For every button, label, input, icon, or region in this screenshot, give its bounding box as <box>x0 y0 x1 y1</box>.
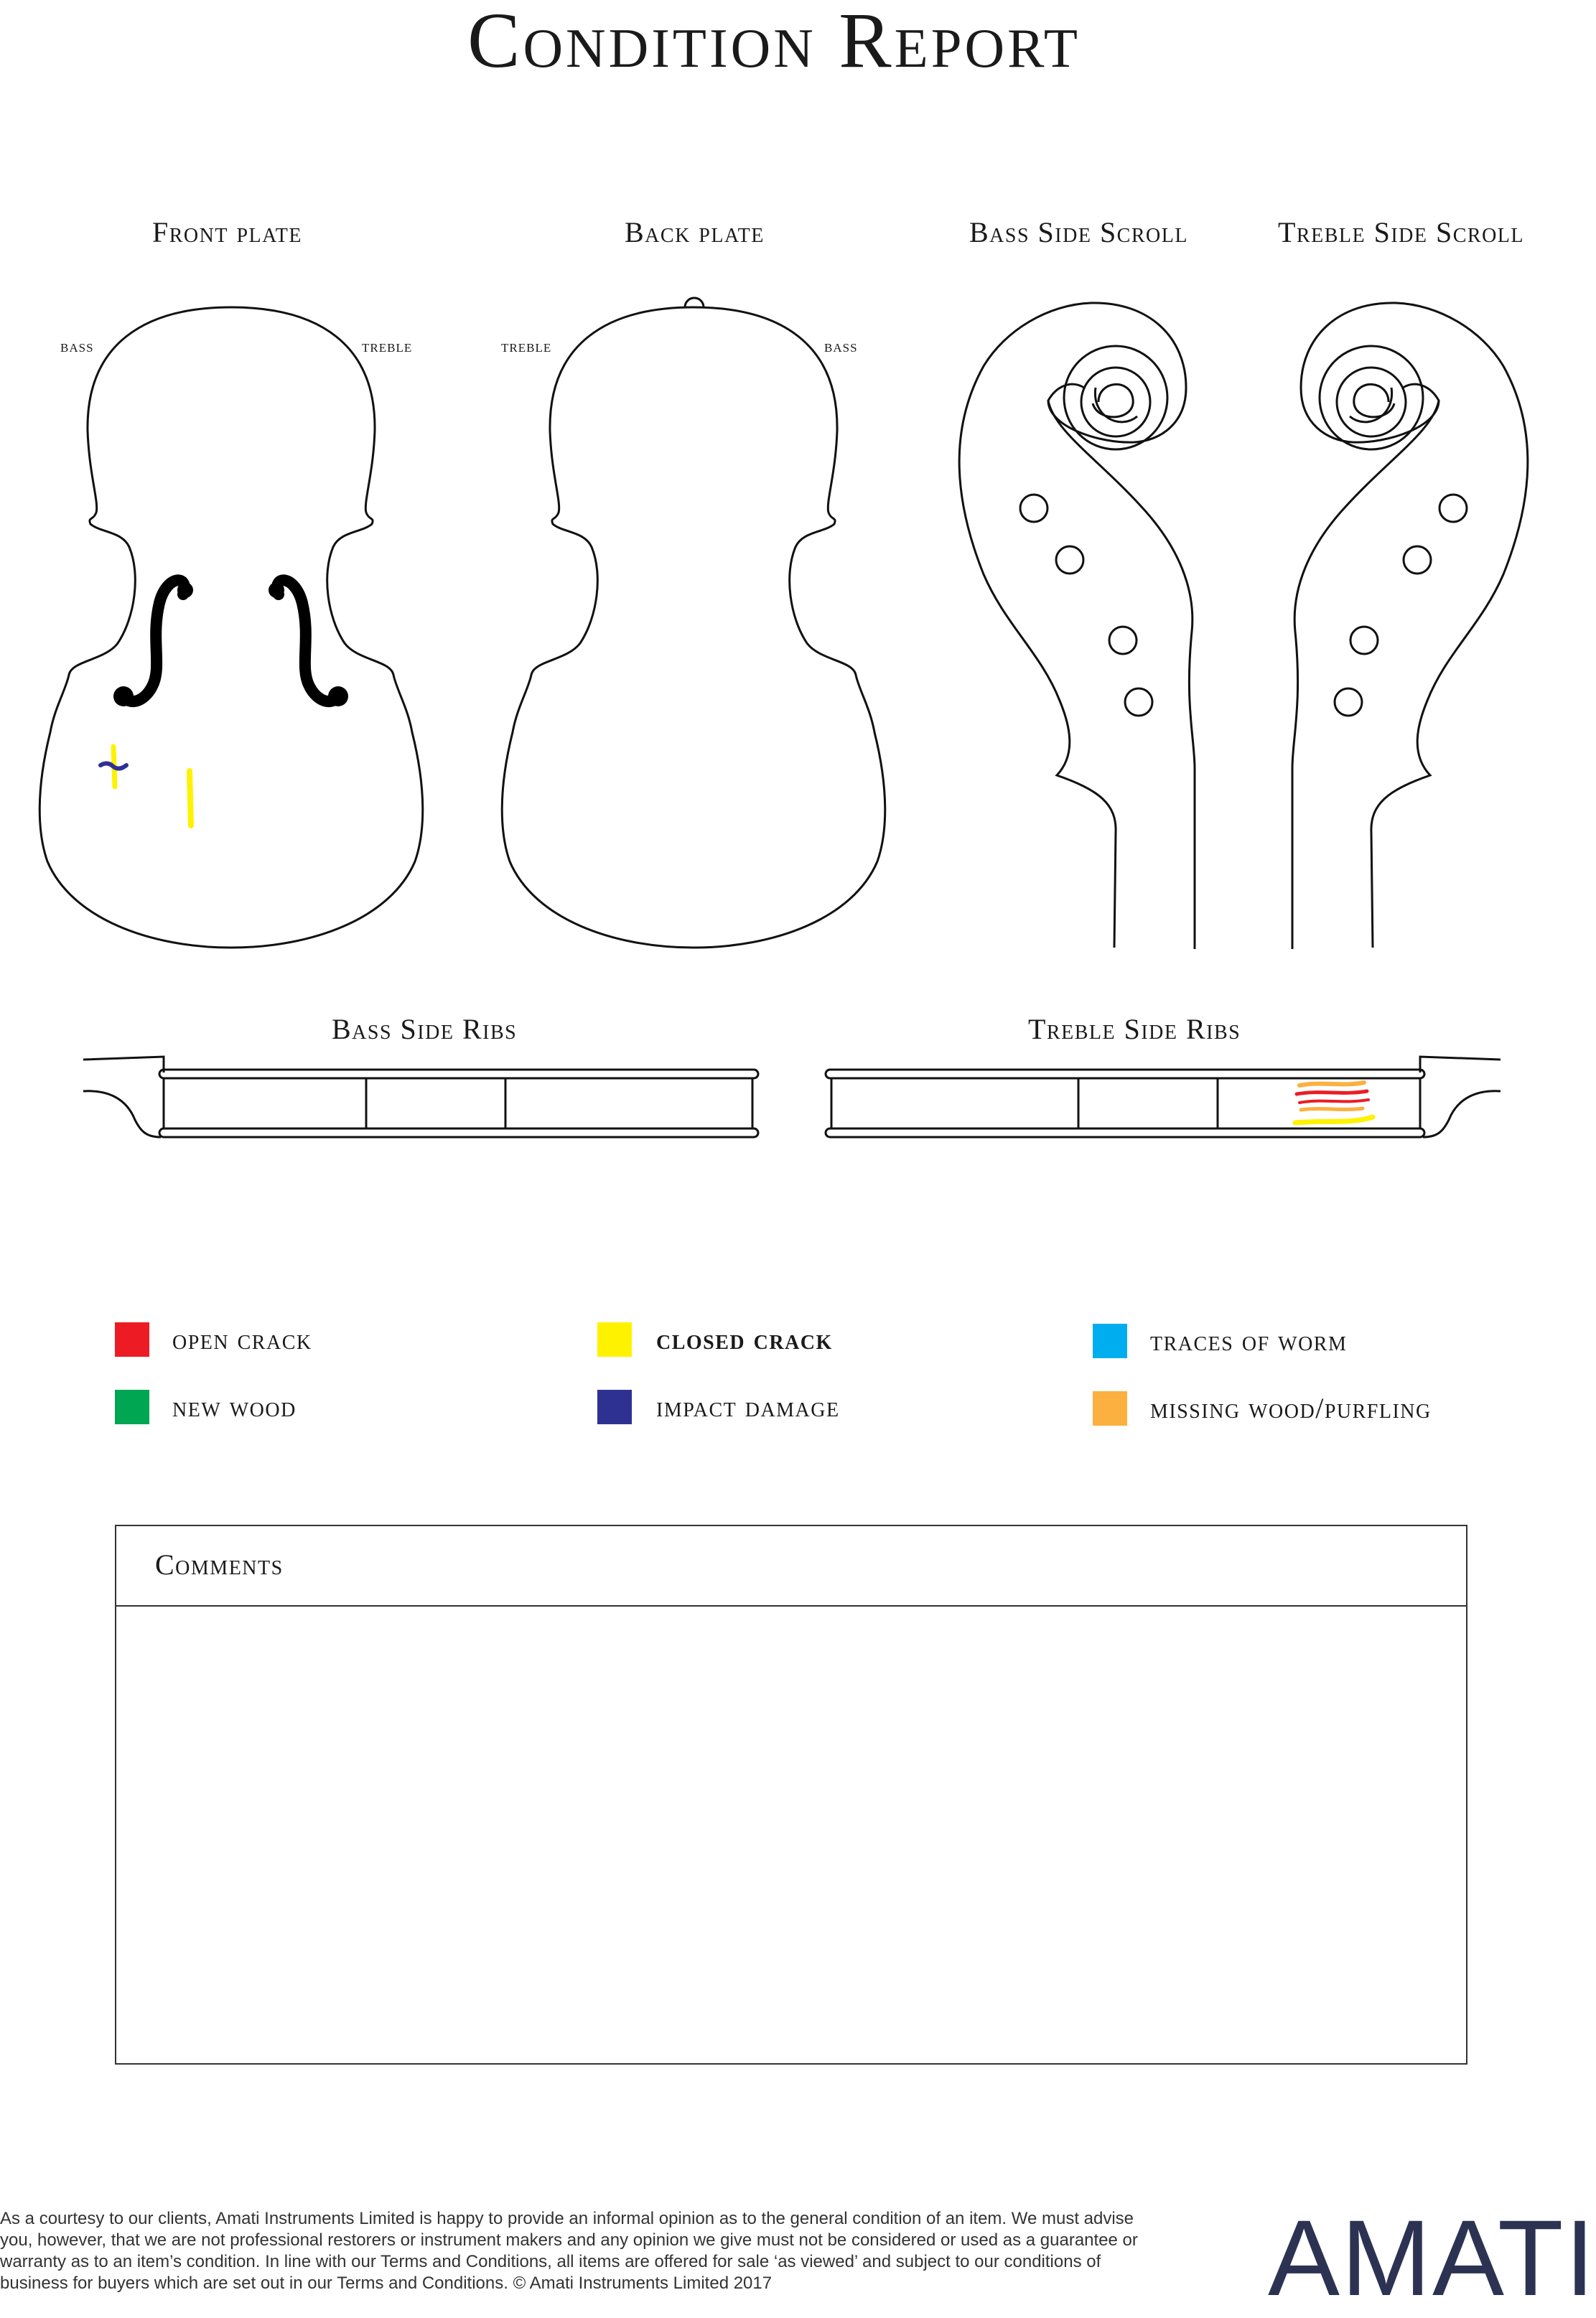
bass-side-scroll-outline <box>959 303 1195 949</box>
bass-side-ribs-outline <box>83 1057 758 1137</box>
treble-side-scroll-title: Treble Side Scroll <box>1278 216 1525 248</box>
f-hole-left <box>113 580 193 706</box>
legend-label-missing-wood: missing wood/purfling <box>1150 1392 1432 1424</box>
back-plate-outline <box>502 298 885 948</box>
front-bass-label: bass <box>60 337 94 356</box>
front-impact-damage-mark <box>101 763 126 768</box>
amati-logo: AMATI <box>1268 2197 1596 2318</box>
treble-ribs-damage-marks <box>1295 1083 1373 1123</box>
f-hole-right <box>269 580 348 706</box>
bass-side-ribs-title: Bass Side Ribs <box>332 1013 518 1045</box>
treble-side-ribs-outline <box>826 1057 1501 1137</box>
front-plate-title: Front plate <box>152 216 302 248</box>
treble-side-scroll-outline <box>1292 303 1528 949</box>
back-treble-label: treble <box>501 337 552 356</box>
disclaimer-text: As a courtesy to our clients, Amati Instruments Limited is happy to provide an informal opinion as to the general condition of an item. We must advise you, however, that we are not professional restorers or instrument makers and any opinion we give must not be considered or used as a guarantee or warranty as to an item’s condition. In line with our Terms and Conditions, all items are offered for sale ‘as viewed’ and subject to our conditions of business for buyers which are set out in our Terms and Conditions. © Amati Instruments Limited 2017 <box>0 2209 1138 2293</box>
bass-side-scroll-title: Bass Side Scroll <box>969 216 1188 248</box>
page-title: Condition Report <box>467 0 1081 84</box>
comments-header <box>116 1526 1466 1607</box>
treble-side-ribs-title: Treble Side Ribs <box>1028 1013 1241 1045</box>
comments-box <box>115 1525 1467 2065</box>
legend-swatch-impact-damage <box>597 1390 632 1424</box>
front-treble-label: treble <box>362 337 413 356</box>
legend-swatch-new-wood <box>115 1390 149 1424</box>
legend-label-closed-crack: closed crack <box>656 1323 833 1355</box>
back-bass-label: bass <box>824 337 858 356</box>
legend-swatch-closed-crack <box>597 1322 632 1357</box>
legend-label-traces-of-worm: traces of worm <box>1150 1324 1348 1357</box>
legend-swatch-traces-of-worm <box>1093 1324 1127 1358</box>
legend-label-new-wood: new wood <box>172 1391 297 1423</box>
back-plate-title: Back plate <box>625 216 765 248</box>
front-closed-crack-mark-2 <box>190 771 191 826</box>
comments-title: Comments <box>155 1548 284 1581</box>
front-plate-outline <box>39 307 423 948</box>
legend-label-open-crack: open crack <box>172 1323 312 1355</box>
comments-field[interactable] <box>116 1607 1466 2063</box>
legend-label-impact-damage: impact damage <box>656 1391 840 1423</box>
legend-swatch-open-crack <box>115 1322 149 1357</box>
legend-swatch-missing-wood <box>1093 1391 1127 1426</box>
